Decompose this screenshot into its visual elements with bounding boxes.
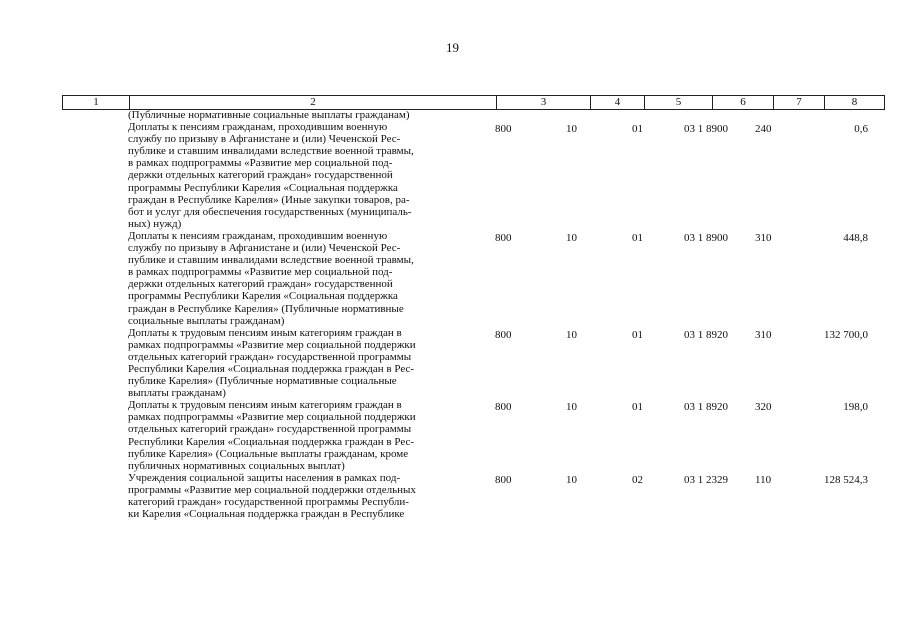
cell-col-4: 10 bbox=[566, 473, 577, 486]
row-description: Доплаты к трудовым пенсиям иным категориям граждан в рамках подпрограммы «Развитие мер социальной поддержки отдельных категорий граждан» государственной программы Республики Карелия «Социальная поддержка граждан в Рес- публике Карелия» (Публичные нормативные социальные выплаты гражданам) bbox=[128, 326, 416, 400]
header-col-2: 2 bbox=[130, 96, 497, 110]
cell-col-3: 800 bbox=[495, 231, 512, 244]
row-description: Учреждения социальной защиты населения в рамках под- программы «Развитие мер социальной поддержки отдельных категорий граждан» государственной программы Республи- ки Карелия «Социальная поддержка граждан в Республике bbox=[128, 471, 416, 521]
cell-col-3: 800 bbox=[495, 473, 512, 486]
cell-col-6: 03 1 2329 bbox=[684, 473, 728, 486]
cell-col-5: 02 bbox=[632, 473, 643, 486]
cell-col-5: 01 bbox=[632, 231, 643, 244]
cell-col-8: 0,6 bbox=[854, 123, 868, 136]
row-description: Доплаты к трудовым пенсиям иным категориям граждан в рамках подпрограммы «Развитие мер социальной поддержки отдельных категорий граждан» государственной программы Республики Карелия «Социальная поддержка граждан в Рес- публике Карелия» (Социальные выплаты гражданам, кроме публичных нормативных социальных выплат) bbox=[128, 399, 416, 472]
header-col-4: 4 bbox=[591, 96, 645, 110]
cell-col-5: 01 bbox=[632, 123, 643, 136]
row-description: Доплаты к пенсиям гражданам, проходившим военную службу по призыву в Афганистане и (или) Чеченской Рес- публике и ставшим инвалидами вследствие военной травмы, в рамках подпрограммы «Развитие мер социальной под- держки отдельных категорий граждан» государственной программы Республики Карелия «Социальная поддержка граждан в Республике Карелия» (Иные закупки товаров, ра- бот и услуг для обеспечения государственных (муниципаль- ных) нужд) bbox=[128, 121, 414, 230]
header-row bbox=[63, 96, 885, 110]
column-header-table bbox=[62, 95, 885, 110]
cell-col-6: 03 1 8900 bbox=[684, 231, 728, 244]
header-col-8: 8 bbox=[825, 96, 885, 110]
row-description: Доплаты к пенсиям гражданам, проходившим военную службу по призыву в Афганистане и (или) Чеченской Рес- публике и ставшим инвалидами вследствие военной травмы, в рамках подпрограммы «Развитие мер социальной под- держки отдельных категорий граждан» государственной программы Республики Карелия «Социальная поддержка граждан в Республике Карелия» (Публичные нормативные социальные выплаты гражданам) bbox=[128, 229, 414, 327]
cell-col-8: 198,0 bbox=[843, 401, 868, 414]
cell-col-7: 110 bbox=[755, 473, 772, 486]
cell-col-4: 10 bbox=[566, 123, 577, 136]
table-body bbox=[62, 109, 876, 520]
cell-col-4: 10 bbox=[566, 328, 577, 341]
header-col-5: 5 bbox=[645, 96, 713, 110]
table-row bbox=[62, 399, 876, 472]
cell-col-7: 310 bbox=[755, 328, 772, 341]
table-row bbox=[62, 121, 876, 230]
header-col-3: 3 bbox=[497, 96, 591, 110]
table-row bbox=[62, 472, 876, 520]
cell-col-3: 800 bbox=[495, 401, 512, 414]
page-number: 19 bbox=[446, 40, 459, 55]
intro-text: (Публичные нормативные социальные выплаты гражданам) bbox=[128, 109, 410, 121]
header-col-7: 7 bbox=[774, 96, 825, 110]
cell-col-5: 01 bbox=[632, 401, 643, 414]
header-col-1: 1 bbox=[63, 96, 130, 110]
header-col-6: 6 bbox=[713, 96, 774, 110]
cell-col-8: 128 524,3 bbox=[824, 473, 868, 486]
table-intro-row bbox=[62, 109, 876, 121]
cell-col-4: 10 bbox=[566, 231, 577, 244]
cell-col-6: 03 1 8920 bbox=[684, 401, 728, 414]
table-row bbox=[62, 327, 876, 400]
cell-col-3: 800 bbox=[495, 328, 512, 341]
cell-col-7: 310 bbox=[755, 231, 772, 244]
cell-col-7: 320 bbox=[755, 401, 772, 414]
cell-col-4: 10 bbox=[566, 401, 577, 414]
cell-col-8: 448,8 bbox=[843, 231, 868, 244]
cell-col-3: 800 bbox=[495, 123, 512, 136]
cell-col-7: 240 bbox=[755, 123, 772, 136]
cell-col-6: 03 1 8920 bbox=[684, 328, 728, 341]
table-row bbox=[62, 230, 876, 327]
cell-col-8: 132 700,0 bbox=[824, 328, 868, 341]
cell-col-6: 03 1 8900 bbox=[684, 123, 728, 136]
cell-col-5: 01 bbox=[632, 328, 643, 341]
